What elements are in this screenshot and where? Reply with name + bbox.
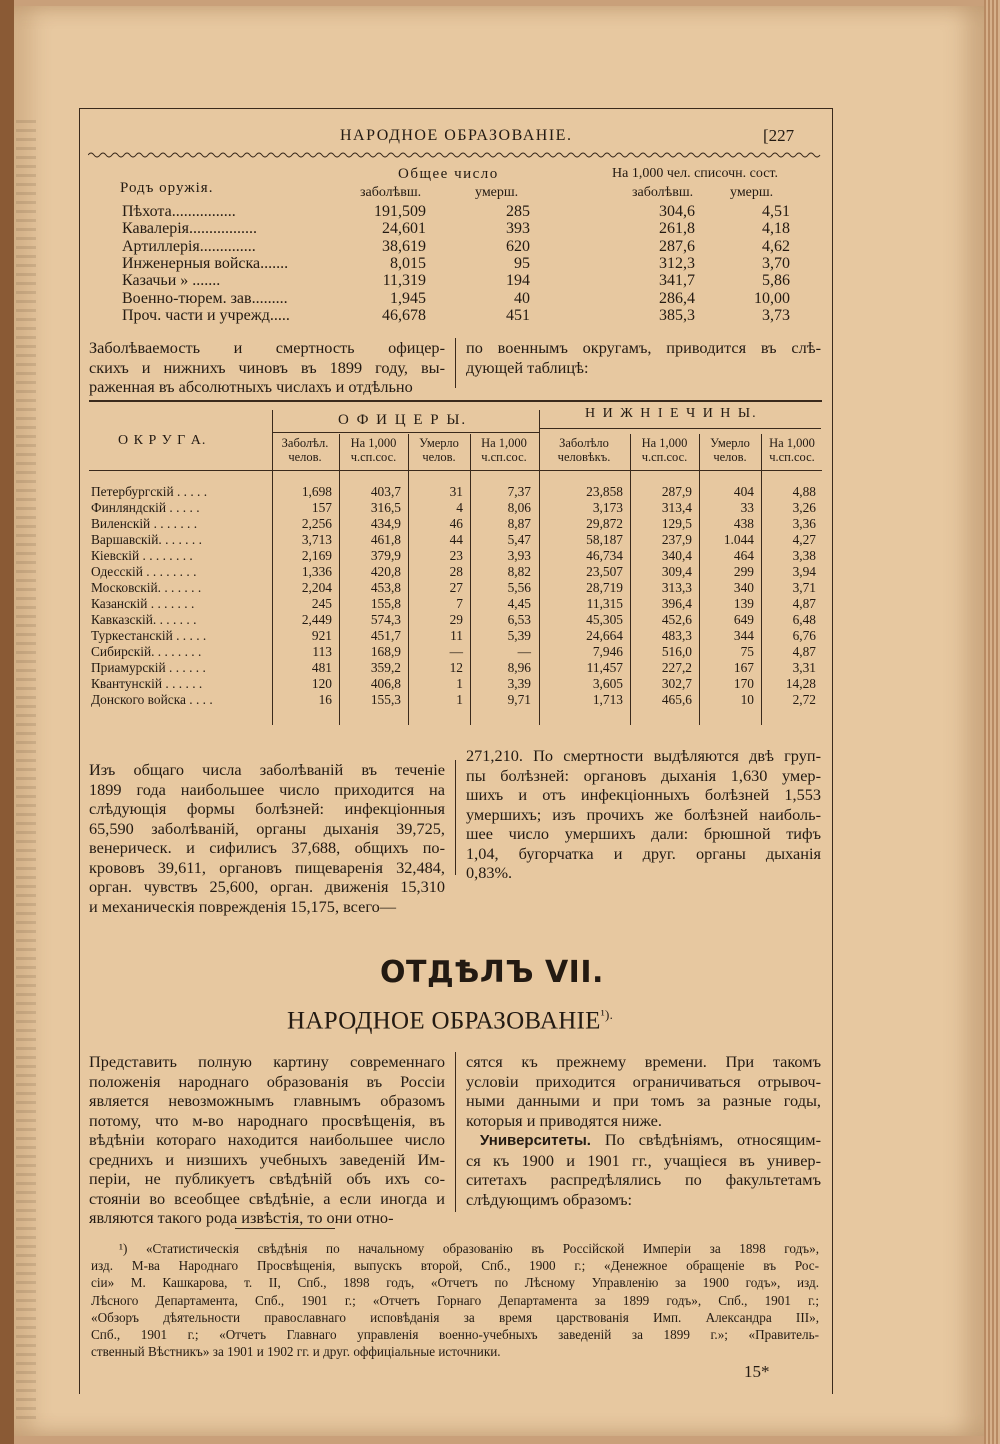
t1-ill-rate: 341,7 [659,272,695,290]
t2-cell: 113 [312,644,332,659]
t2-cell: 1 [456,692,463,707]
t1-row [0,238,1000,256]
t2-subheader: Заболѣло человѣкъ. [557,436,611,464]
t2-cell: 1.044 [723,532,754,547]
t2-row [0,612,1000,627]
t2-cell: 481 [311,660,332,675]
t1-ill-rate: 261,8 [659,220,695,238]
column-divider-2 [455,760,456,875]
t1-died-rate: 3,70 [762,254,790,272]
t2-cell: 649 [733,612,754,627]
t2-group-lower-ranks: Н И Ж Н І Е Ч И Н Ы. [585,406,758,421]
t2-cell: 11,457 [586,660,623,675]
t1-ill-count: 38,619 [382,237,426,255]
t2-cell: 3,26 [792,500,816,515]
text-line: венерическ. и сифилисъ 37,688, общихъ по- [89,838,445,857]
text-line: 271,210. По смертности выдѣляются двѣ груп- [466,746,821,765]
t2-cell: 403,7 [370,484,401,499]
column-divider-3 [455,1052,456,1212]
t1-ill-rate: 385,3 [659,306,695,324]
text-line: являются такого рода извѣстія, то они отно- [89,1208,394,1227]
t2-cell: 3,173 [592,500,623,515]
t1-died-count: 194 [506,272,530,290]
t2-cell: 11,315 [586,596,623,611]
t2-row [0,532,1000,547]
t2-row [0,628,1000,643]
text-line: ся къ 1900 и 1901 гг., учащіеся въ универ- [466,1150,821,1170]
para2-right [466,746,821,883]
t2-officers-rule [272,432,539,433]
text-line: условіи приходится ограничиваться отрывоч- [466,1071,821,1091]
t1-died-count: 285 [506,203,530,220]
t2-cell: 46 [449,516,463,531]
t2-cell: 8,96 [507,660,531,675]
para1-right [466,338,821,377]
t1-ill-count: 11,319 [382,272,426,290]
t2-row [0,644,1000,659]
text-line [466,1130,821,1151]
footnote-line: Спб., 1901 г.; «Отчетъ Главнаго управленія военно-учебныхъ заведеній за 1899 г.»; «Правитель- [91,1327,819,1343]
text-line: 65,590 заболѣваній, органы дыханія 39,725, [89,818,445,838]
t2-cell: 287,9 [661,484,692,499]
t2-cell: 465,6 [661,692,692,707]
text-line: слѣдующимъ образомъ: [466,1189,633,1209]
text-line: раженная въ абсолютныхъ числахъ и отдѣльно [89,377,413,396]
t2-district-name: Казанскій . . . . . . . [91,596,195,611]
section-subtitle: НАРОДНОЕ $ОБРАЗОВАНІЕ^{^1).}$ [287,1007,614,1035]
t1-row [0,290,1000,308]
t1-ill-count: 1,945 [390,289,426,307]
text-line: Заболѣваемость и смертность офицер- [89,338,445,357]
t2-cell: 344 [733,628,754,643]
t2-cell: 23,507 [586,564,623,579]
text-line: слѣдующія формы болѣзней: инфекціонныя [89,799,445,818]
t2-cell: 167 [733,660,754,675]
t2-subheader: На 1,000 ч.сп.сос. [641,436,688,464]
t2-cell: 9,71 [507,692,531,707]
t2-cell: 2,169 [301,548,332,563]
t2-district-name: Московскій. . . . . . . [91,580,202,595]
t2-cell: 5,39 [507,628,531,643]
t2-cell: 461,8 [370,532,401,547]
t2-top-rule [89,400,822,402]
t2-cell: 3,605 [592,676,623,691]
text-line: Изъ общаго числа заболѣваній въ теченіе [89,760,445,779]
t1-died-rate: 4,51 [762,203,790,220]
t1-row [0,220,1000,238]
t2-cell: 4,87 [792,644,816,659]
t2-cell: 245 [311,596,332,611]
t2-cell: 4,88 [792,484,816,499]
t1-branch-name: Инженерныя войска....... [122,254,289,272]
t2-cell: 7 [456,596,463,611]
t2-cell: 483,3 [661,628,692,643]
t2-cell: 10 [740,692,754,707]
t1-col-per1000-group: На 1,000 чел. списочн. сост. [612,166,778,181]
t2-district-name: Кіевскій . . . . . . . . [91,548,193,563]
text-line: и механическія поврежденія 15,175, всего— [89,896,397,916]
t1-ill-count: 24,601 [382,220,426,238]
text-line: орган. чувствъ 25,600, орган. движенія 15,310 [89,877,445,896]
signature-mark: 15* [744,1362,770,1381]
t2-cell: 23,858 [586,484,623,499]
t2-cell: 1,713 [592,692,623,707]
t1-branch-name: Военно-тюрем. зав......... [122,289,288,307]
t2-row [0,676,1000,691]
t2-cell: 340 [733,580,754,595]
footnote-line: ственный Вѣстникъ» за 1901 и 1902 гг. и друг. оффиціальные источники. [91,1344,501,1360]
t2-cell: 574,3 [370,612,401,627]
t1-sub-ill-rate: заболѣвш. [632,185,694,200]
t2-cell: 8,82 [507,564,531,579]
t1-died-count: 451 [506,306,530,324]
t2-cell: 299 [733,564,754,579]
t1-died-rate: 3,73 [762,306,790,324]
t2-cell: 227,2 [661,660,692,675]
t2-row [0,660,1000,675]
t2-cell: — [449,644,463,659]
t2-cell: 302,7 [661,676,692,691]
t2-cell: 33 [740,500,754,515]
text-line: періи, не публикуетъ свѣдѣній объ ихъ со- [89,1169,445,1188]
t2-cell: 316,5 [370,500,401,515]
t1-sub-ill: заболѣвш. [360,185,422,200]
t1-col-total-group: Общее число [398,166,499,182]
t2-cell: 4,87 [792,596,816,611]
t2-cell: 5,47 [507,532,531,547]
t2-cell: 28,719 [586,580,623,595]
t2-cell: 3,39 [507,676,531,691]
t2-cell: 379,9 [370,548,401,563]
t1-died-count: 40 [514,289,530,307]
t1-died-rate: 4,18 [762,220,790,238]
footnote-line: сіи» М. Кашкарова, т. II, Спб., 1898 годъ, «Отчетъ по Лѣсному Управленію за 1900 годъ», изд. [91,1275,819,1291]
t2-district-name: Одесскій . . . . . . . . [91,564,197,579]
text-line: ситетахъ распредѣлялись по факультетамъ [466,1170,821,1189]
t2-cell: 3,31 [792,660,816,675]
t2-cell: 438 [733,516,754,531]
t2-subheader: На 1,000 ч.сп.сос. [481,436,527,464]
t2-cell: 7,37 [507,484,531,499]
t1-died-rate: 5,86 [762,272,790,290]
t2-district-name: Виленскій . . . . . . . [91,516,198,531]
t2-cell: 406,8 [370,676,401,691]
para1-left [89,338,445,397]
t2-district-name: Квантунскій . . . . . . [91,676,203,691]
text-line: шее число умершихъ дали: брюшной тифъ [466,824,821,843]
t2-cell: 396,4 [661,596,692,611]
t1-died-count: 393 [506,220,530,238]
t2-cell: 157 [311,500,332,515]
t2-cell: 359,2 [370,660,401,675]
t2-cell: 420,8 [370,564,401,579]
t2-cell: 129,5 [661,516,692,531]
t1-row [0,272,1000,290]
t2-district-name: Кавказскій. . . . . . . [91,612,197,627]
t1-ill-rate: 287,6 [659,237,695,255]
text-line: 0,83%. [466,863,513,882]
t2-subheader: Заболѣл. челов. [281,436,329,464]
t2-cell: 452,6 [661,612,692,627]
t2-cell: 3,71 [792,580,816,595]
t2-district-name: Варшавскій. . . . . . . [91,532,202,547]
t1-died-rate: 4,62 [762,237,790,255]
t2-cell: 7,946 [592,644,623,659]
para3-left [89,1052,445,1228]
t2-district-name: Петербургскій . . . . . [91,484,208,499]
t2-subheader: Умерло челов. [419,436,459,464]
t2-cell: 29 [449,612,463,627]
t2-district-name: Туркестанскій . . . . . [91,628,207,643]
t2-cell: 24,664 [586,628,623,643]
t2-lower-rule [539,428,821,429]
t2-cell: 2,204 [301,580,332,595]
t1-ill-count: 191,509 [374,203,426,220]
text-line: по военнымъ округамъ, приводится въ слѣ- [466,338,821,357]
t1-ill-rate: 304,6 [659,203,695,220]
t2-col-districts: О К Р У Г А. [118,433,207,448]
t2-cell: 464 [733,548,754,563]
t2-cell: 27 [449,580,463,595]
t2-cell: 404 [733,484,754,499]
page-number: [227 [763,126,795,145]
footnote-line: ¹) «Статистическія свѣдѣнія по начальному образованію въ Россійской Имперіи за 1898 годъ», [119,1241,819,1256]
para3-right [466,1052,821,1209]
t2-row [0,692,1000,707]
t2-cell: 3,36 [792,516,816,531]
text-line: 1,04, бугорчатка и друг. органы дыханія [466,843,821,863]
footnote-rule [235,1228,335,1229]
t2-cell: 4,27 [792,532,816,547]
t2-cell: 3,93 [507,548,531,563]
t2-cell: 2,256 [301,516,332,531]
text-line: положенія народнаго образованія въ Россіи [89,1071,445,1091]
t2-cell: 8,06 [507,500,531,515]
t2-cell: 309,4 [661,564,692,579]
text-line: которыя и приводятся ниже. [466,1110,662,1130]
t2-district-name: Донского войска . . . . [91,692,213,707]
t2-row [0,580,1000,595]
t2-cell: 3,38 [792,548,816,563]
t2-row [0,564,1000,579]
t1-branch-name: Проч. части и учрежд..... [122,306,290,324]
text-line: Представить полную картину современнаго [89,1052,445,1071]
t2-row [0,484,1000,499]
t2-cell: 1,336 [301,564,332,579]
text-line: дующей таблицѣ: [466,357,589,377]
t2-cell: 6,48 [792,612,816,627]
t2-cell: 921 [311,628,332,643]
t2-row [0,596,1000,611]
t2-row [0,516,1000,531]
footnote-line: «Обзоръ дѣятельности православнаго исповѣданія за время царствованія Имп. Александра III», [91,1309,819,1325]
t1-died-count: 620 [506,237,530,255]
t2-cell: 6,76 [792,628,816,643]
text-line: стояніи во всеобщее свѣдѣніе, а если иногда и [89,1188,445,1208]
text-line: умершихъ; изъ прочихъ же болѣзней наиболь- [466,804,821,824]
t2-subheader: На 1,000 ч.сп.сос. [350,436,397,464]
t2-cell: 3,94 [792,564,816,579]
footnote-line: Лѣсного Департамента, Спб., 1901 г.; «Отчетъ Горнаго Департамента за 1899 годъ», Спб., 1901 г.; [91,1292,819,1308]
section-title: ОТДѢЛЪ VII. [380,955,604,990]
t2-cell: 23 [449,548,463,563]
subsection-heading: Университеты. [480,1132,591,1149]
t2-cell: 313,4 [661,500,692,515]
text-run: По свѣдѣніямъ, относящим- [590,1130,821,1149]
t1-died-rate: 10,00 [754,289,790,307]
t2-subheader: Умерло челов. [710,436,750,464]
text-line: среднихъ и низшихъ учебныхъ заведеній Им- [89,1149,445,1169]
t1-branch-name: Пѣхота................ [122,203,236,220]
t2-subheader: На 1,000 ч.сп.сос. [769,436,815,464]
text-line: ными данными и при томъ за разные годы, [466,1091,821,1110]
t2-cell: 453,8 [370,580,401,595]
t2-cell: 45,305 [586,612,623,627]
t1-row [0,203,1000,221]
t2-cell: 14,28 [785,676,816,691]
text-line: вѣдѣніи котораго находится наибольшее число [89,1130,445,1149]
t2-cell: 31 [449,484,463,499]
text-line: крововъ 39,611, органовъ пищеваренія 32,484, [89,857,445,877]
t2-cell: 12 [449,660,463,675]
t2-cell: 120 [311,676,332,691]
t2-cell: 313,3 [661,580,692,595]
t2-cell: 2,72 [792,692,816,707]
t2-cell: 44 [449,532,463,547]
t2-cell: 16 [318,692,332,707]
t1-row [0,307,1000,325]
t1-died-count: 95 [514,254,530,272]
t2-cell: 170 [733,676,754,691]
running-header: НАРОДНОЕ ОБРАЗОВАНІЕ. [340,127,573,144]
t1-ill-rate: 312,3 [659,254,695,272]
t2-cell: — [517,644,531,659]
t2-cell: 139 [733,596,754,611]
text-line: шихъ и отъ инфекціонныхъ болѣзней 1,553 [466,785,821,804]
t2-cell: 451,7 [370,628,401,643]
t2-district-name: Приамурскій . . . . . . [91,660,206,675]
t2-cell: 155,3 [370,692,401,707]
text-line: сятся къ прежнему времени. При такомъ [466,1052,821,1071]
text-line: пы болѣзней: органовъ дыханія 1,630 умер- [466,765,821,785]
t1-sub-died: умерш. [475,185,519,200]
t2-cell: 8,87 [507,516,531,531]
text-line: является невозможнымъ главнымъ образомъ [89,1091,445,1110]
t1-sub-died-rate: умерш. [730,185,774,200]
t2-cell: 28 [449,564,463,579]
column-divider [455,338,456,388]
footnote [91,1240,819,1360]
t2-cell: 434,9 [370,516,401,531]
header-wavy-rule [88,150,823,160]
t2-cell: 1 [456,676,463,691]
para2-left [89,760,445,916]
t1-branch-name: Артиллерія.............. [122,237,256,255]
t2-cell: 46,734 [586,548,623,563]
t1-ill-count: 46,678 [382,306,426,324]
t2-cell: 3,713 [301,532,332,547]
t1-branch-name: Кавалерія................. [122,220,258,238]
t1-col-branch: Родъ оружія. [120,180,214,196]
t2-row [0,500,1000,515]
t2-cell: 5,56 [507,580,531,595]
t2-cell: 6,53 [507,612,531,627]
t2-district-name: Сибирскій. . . . . . . . [91,644,202,659]
t2-cell: 11 [450,628,463,643]
t1-branch-name: Казачьи » ....... [122,272,221,290]
t2-cell: 29,872 [586,516,623,531]
t2-group-officers: О Ф И Ц Е Р Ы. [338,412,468,428]
t2-cell: 75 [740,644,754,659]
t2-cell: 1,698 [301,484,332,499]
t2-cell: 340,4 [661,548,692,563]
text-line: скихъ и нижнихъ чиновъ въ 1899 году, вы- [89,357,445,377]
t2-cell: 155,8 [370,596,401,611]
t1-row [0,255,1000,273]
t2-cell: 2,449 [301,612,332,627]
t2-cell: 4,45 [507,596,531,611]
t2-cell: 168,9 [370,644,401,659]
text-line: потому, что м-во народнаго просвѣщенія, въ [89,1110,445,1130]
t2-header-bottom-rule [89,470,822,471]
t2-cell: 4 [456,500,463,515]
t2-row [0,548,1000,563]
t2-cell: 516,0 [661,644,692,659]
footnote-line: изд. М-ва Народнаго Просвѣщенія, выпускъ второй, Спб., 1900 г.; «Денежное обращеніе въ Рос- [91,1258,819,1274]
t1-ill-rate: 286,4 [659,289,695,307]
text-line: 1899 года наибольшее число приходится на [89,779,445,799]
t1-ill-count: 8,015 [390,254,426,272]
t2-district-name: Финляндскій . . . . . [91,500,200,515]
t2-cell: 58,187 [586,532,623,547]
t2-cell: 237,9 [661,532,692,547]
